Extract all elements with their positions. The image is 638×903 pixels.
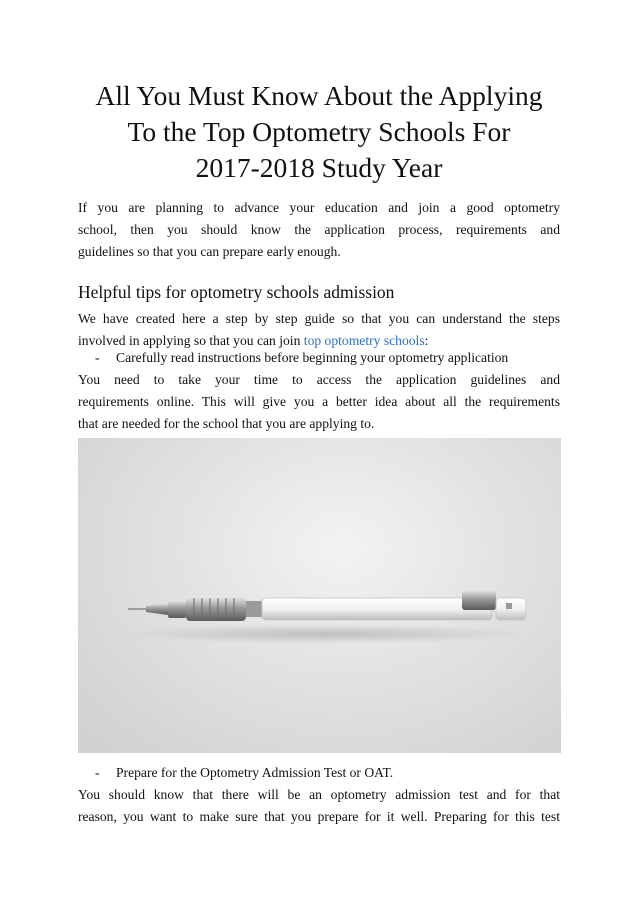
bullet-dash: - [95, 765, 100, 780]
tips-intro-paragraph [78, 308, 560, 352]
oat-paragraph [78, 784, 560, 828]
bullet-item [95, 762, 393, 784]
bullet-dash: - [95, 350, 100, 365]
title-line: All You Must Know About the Applying [95, 80, 543, 111]
text-line: You need to take your time to access the application guidelines and [78, 372, 560, 387]
text-line: reason, you want to make sure that you prepare for it well. Preparing for this test [78, 809, 560, 824]
title-line: To the Top Optometry Schools For [127, 116, 511, 147]
pencil-photo [78, 438, 561, 753]
title-line: 2017-2018 Study Year [195, 152, 443, 183]
text-line: guidelines so that you can prepare early enough. [78, 244, 341, 259]
text-line: We have created here a step by step guide so that you can understand the steps [78, 311, 560, 326]
bullet-item [95, 347, 508, 369]
section-heading: Helpful tips for optometry schools admission [78, 282, 395, 302]
text-line: You should know that there will be an optometry admission test and for that [78, 787, 560, 802]
text-fragment: involved in applying so that you can join [78, 333, 301, 348]
mechanical-pencil-image [78, 438, 561, 753]
text-line: If you are planning to advance your education and join a good optometry [78, 200, 560, 215]
document-title [60, 78, 578, 186]
bullet-text: Prepare for the Optometry Admission Test or OAT. [116, 765, 394, 780]
guidelines-paragraph [78, 369, 560, 435]
text-line: that are needed for the school that you are applying to. [78, 416, 375, 431]
intro-paragraph [78, 197, 560, 263]
bullet-text: Carefully read instructions before beginning your optometry application [116, 350, 509, 365]
text-fragment: : [424, 333, 429, 348]
text-line: school, then you should know the application process, requirements and [78, 222, 560, 237]
text-line: requirements online. This will give you a better idea about all the requirements [78, 394, 560, 409]
top-optometry-schools-link[interactable]: top optometry schools [300, 333, 425, 348]
